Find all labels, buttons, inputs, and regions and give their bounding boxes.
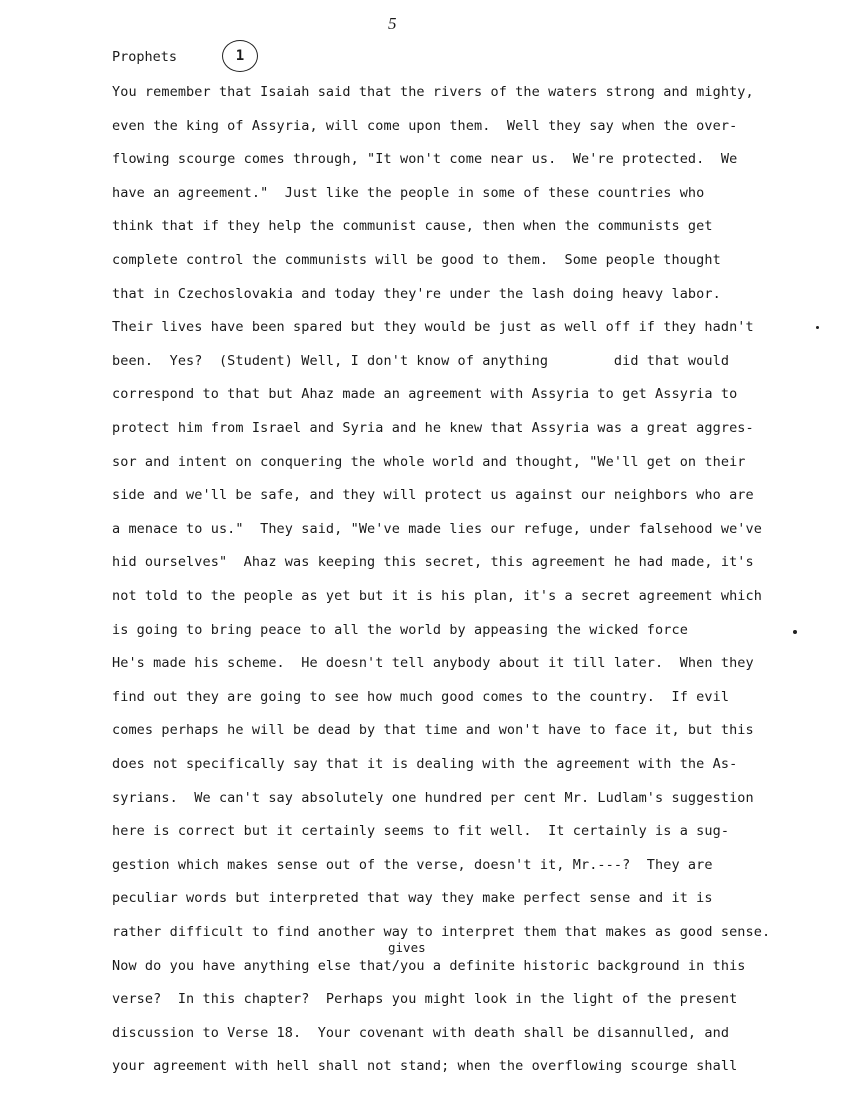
text-line: is going to bring peace to all the world by appeasing the wicked force — [112, 622, 688, 638]
text-line: syrians. We can't say absolutely one hundred per cent Mr. Ludlam's suggestion — [112, 790, 754, 806]
text-line: side and we'll be safe, and they will protect us against our neighbors who are — [112, 487, 754, 503]
text-line: Now do you have anything else that/you a definite historic background in this — [112, 958, 746, 974]
text-line: protect him from Israel and Syria and he knew that Assyria was a great aggres- — [112, 420, 754, 436]
text-line: sor and intent on conquering the whole world and thought, "We'll get on their — [112, 454, 746, 470]
margin-dot — [793, 630, 797, 634]
text-line: think that if they help the communist cause, then when the communists get — [112, 218, 713, 234]
text-line: correspond to that but Ahaz made an agreement with Assyria to get Assyria to — [112, 386, 738, 402]
text-line: You remember that Isaiah said that the rivers of the waters strong and mighty, — [112, 84, 754, 100]
text-line: your agreement with hell shall not stand; when the overflowing scourge shall — [112, 1058, 738, 1074]
text-line: been. Yes? (Student) Well, I don't know of anything did that would — [112, 353, 730, 369]
interlinear-insertion: gives — [388, 940, 426, 955]
text-line: discussion to Verse 18. Your covenant with death shall be disannulled, and — [112, 1025, 730, 1041]
text-line: rather difficult to find another way to interpret them that makes as good sense. — [112, 924, 771, 940]
text-line: here is correct but it certainly seems to fit well. It certainly is a sug- — [112, 823, 730, 839]
heading: Prophets — [112, 49, 178, 65]
text-line: peculiar words but interpreted that way they make perfect sense and it is — [112, 890, 713, 906]
text-line: comes perhaps he will be dead by that time and won't have to face it, but this — [112, 722, 754, 738]
text-line: even the king of Assyria, will come upon them. Well they say when the over- — [112, 118, 738, 134]
text-line: does not specifically say that it is dealing with the agreement with the As- — [112, 756, 738, 772]
text-line: a menace to us." They said, "We've made lies our refuge, under falsehood we've — [112, 521, 762, 537]
text-line: He's made his scheme. He doesn't tell anybody about it till later. When they — [112, 655, 754, 671]
text-line: have an agreement." Just like the people in some of these countries who — [112, 185, 705, 201]
page-number: 5 — [388, 14, 397, 33]
text-line: find out they are going to see how much good comes to the country. If evil — [112, 689, 730, 705]
text-line: not told to the people as yet but it is his plan, it's a secret agreement which — [112, 588, 762, 604]
text-line: that in Czechoslovakia and today they're under the lash doing heavy labor. — [112, 286, 721, 302]
text-line: complete control the communists will be good to them. Some people thought — [112, 252, 721, 268]
text-line: Their lives have been spared but they would be just as well off if they hadn't — [112, 319, 754, 335]
text-line: hid ourselves" Ahaz was keeping this secret, this agreement he had made, it's — [112, 554, 754, 570]
text-line: gestion which makes sense out of the verse, doesn't it, Mr.---? They are — [112, 857, 713, 873]
text-line: flowing scourge comes through, "It won't come near us. We're protected. We — [112, 151, 738, 167]
margin-dot — [816, 326, 819, 329]
text-line: verse? In this chapter? Perhaps you might look in the light of the present — [112, 991, 738, 1007]
section-number-circle: 1 — [222, 40, 258, 72]
